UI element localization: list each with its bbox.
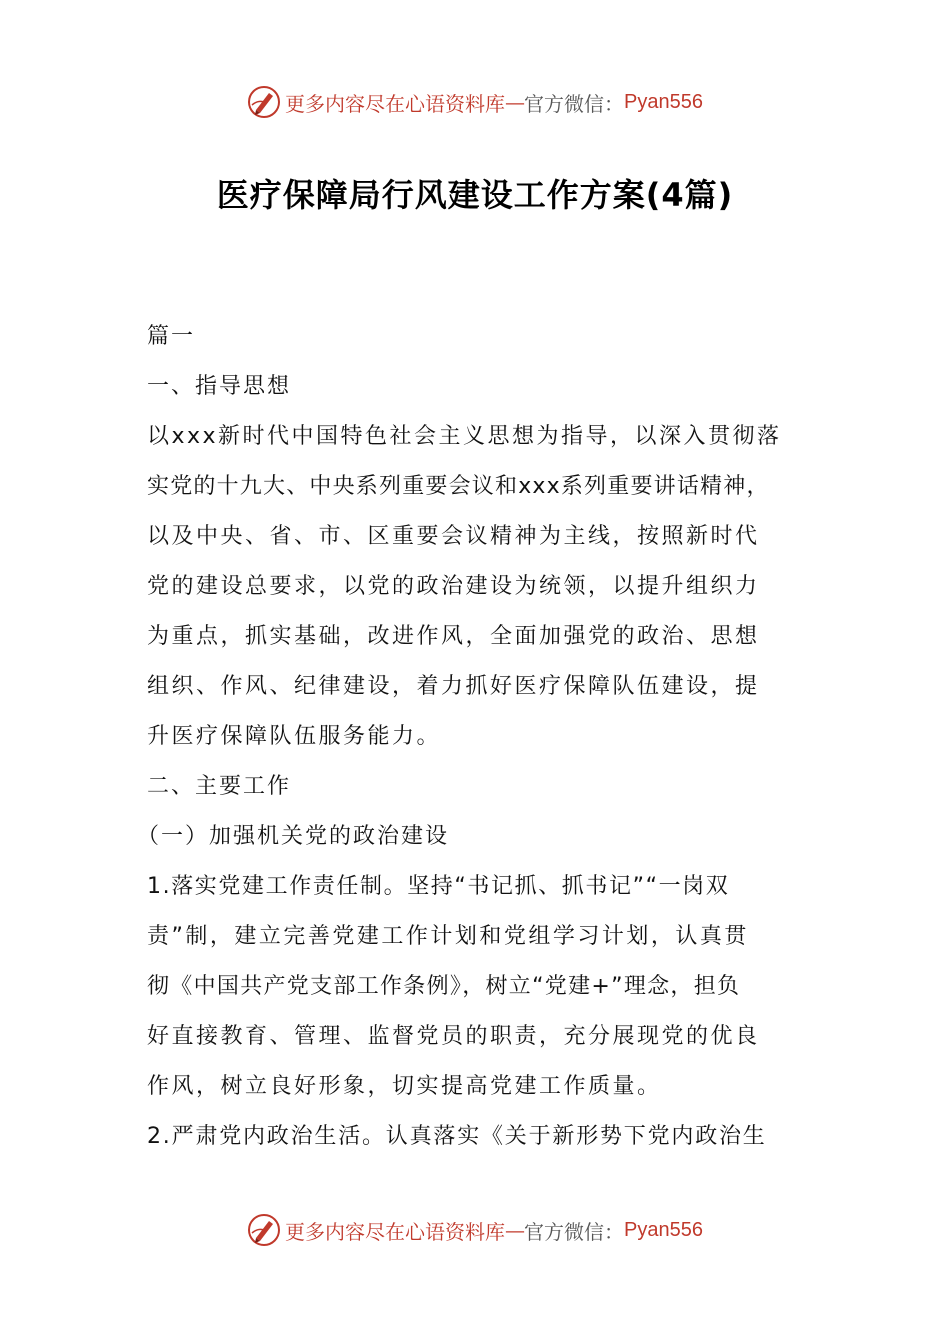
- paragraph-line: 责”制，建立完善党建工作计划和党组学习计划，认真贯: [147, 924, 749, 949]
- paragraph-line: 1.落实党建工作责任制。坚持“书记抓、抓书记”“一岗双: [147, 874, 730, 899]
- paragraph-line: 升医疗保障队伍服务能力。: [147, 724, 442, 749]
- paragraph-line: 2.严肃党内政治生活。认真落实《关于新形势下党内政治生: [147, 1124, 767, 1149]
- section-label: 篇一: [147, 324, 196, 349]
- banner-wechat-label: 官方微信：: [524, 1219, 625, 1244]
- heading-guiding-ideology: 一、指导思想: [147, 374, 292, 399]
- banner-dash: —: [505, 1218, 525, 1242]
- paragraph-line: 以xxx新时代中国特色社会主义思想为指导，以深入贯彻落: [147, 424, 782, 449]
- footer-banner: [0, 1210, 950, 1250]
- subheading-political-building: （一）加强机关党的政治建设: [137, 824, 450, 849]
- paragraph-line: 以及中央、省、市、区重要会议精神为主线，按照新时代: [147, 524, 760, 549]
- banner-text: 更多内容尽在心语资料库: [285, 91, 506, 116]
- paragraph-line: 实党的十九大、中央系列重要会议和xxx系列重要讲话精神，: [147, 474, 770, 499]
- banner-text: 更多内容尽在心语资料库: [285, 1219, 506, 1244]
- paragraph-line: 党的建设总要求，以党的政治建设为统领，以提升组织力: [147, 574, 760, 599]
- banner-wechat-label: 官方微信：: [524, 91, 625, 116]
- heading-main-work: 二、主要工作: [147, 774, 292, 799]
- paragraph-line: 彻《中国共产党支部工作条例》，树立“党建+”理念，担负: [147, 974, 741, 999]
- banner-wechat-id: Pyan556: [624, 90, 703, 113]
- paragraph-line: 作风，树立良好形象，切实提高党建工作质量。: [147, 1074, 662, 1099]
- document-body: [137, 312, 807, 1162]
- banner-wechat-id: Pyan556: [624, 1218, 703, 1241]
- paragraph-line: 好直接教育、管理、监督党员的职责，充分展现党的优良: [147, 1024, 760, 1049]
- header-banner: [0, 82, 950, 122]
- banner-dash: —: [505, 90, 525, 114]
- paragraph-line: 组织、作风、纪律建设，着力抓好医疗保障队伍建设，提: [147, 674, 760, 699]
- pen-logo-icon: [247, 85, 281, 119]
- document-title: 医疗保障局行风建设工作方案(4篇): [216, 176, 734, 214]
- pen-logo-icon: [247, 1213, 281, 1247]
- paragraph-line: 为重点，抓实基础，改进作风，全面加强党的政治、思想: [147, 624, 760, 649]
